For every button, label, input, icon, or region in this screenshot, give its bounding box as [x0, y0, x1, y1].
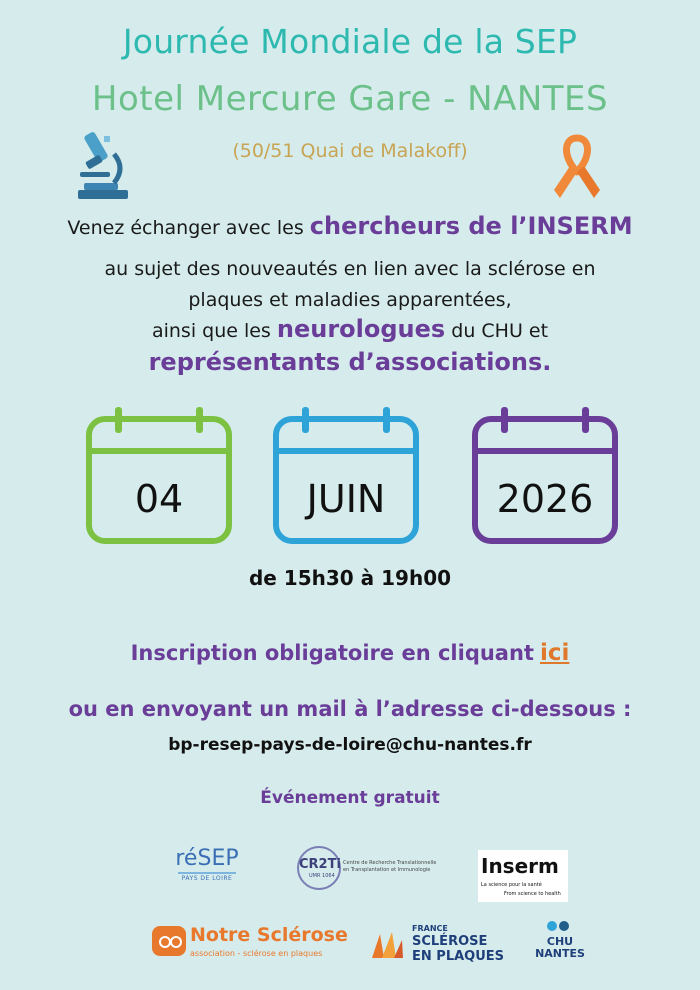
calendar-month — [272, 405, 420, 545]
notre-sclerose-sub: association - sclérose en plaques — [190, 949, 323, 958]
cr2ti-name: CR2Ti — [299, 857, 341, 872]
intro-line-1 — [0, 212, 700, 240]
date-month: JUIN — [306, 477, 386, 521]
resep-name-b: SEP — [197, 846, 239, 871]
intro-line4-suffix: du CHU et — [451, 320, 549, 342]
inserm-tag-1: La science pour la santé — [481, 882, 542, 888]
intro-line-4 — [0, 315, 700, 343]
neurologists: neurologues — [276, 315, 446, 343]
awareness-ribbon-icon — [552, 134, 602, 204]
registration-line — [0, 640, 700, 666]
mail-intro: ou en envoyant un mail à l’adresse ci-dessous : — [68, 697, 632, 721]
calendar-icon — [471, 405, 619, 545]
intro-line4-prefix: ainsi que les — [151, 320, 271, 342]
france-sep-logo — [370, 922, 510, 966]
notre-sclerose-logo — [152, 924, 352, 964]
france-sep-line-1: FRANCE — [412, 924, 448, 933]
notre-sclerose-name: Notre Sclérose — [190, 924, 348, 946]
microscope-icon — [74, 128, 134, 202]
chu-line-1: CHU — [546, 935, 574, 948]
calendar-year — [471, 405, 619, 545]
chu-line-2: NANTES — [535, 947, 585, 960]
inserm-researchers: chercheurs de l’INSERM — [309, 212, 633, 240]
notre-sclerose-bubble-icon — [152, 926, 186, 956]
calendar-day — [85, 405, 233, 545]
intro-line-2: au sujet des nouveautés en lien avec la sclérose en — [104, 258, 596, 280]
cr2ti-sub: UMR 1064 — [309, 873, 335, 879]
venue-address: (50/51 Quai de Malakoff) — [232, 140, 468, 162]
free-event-label: Événement gratuit — [260, 788, 440, 808]
cr2ti-logo — [297, 846, 437, 886]
calendar-icon — [85, 405, 233, 545]
registration-link[interactable]: ici — [539, 640, 570, 666]
association-reps: représentants d’associations. — [148, 348, 552, 376]
contact-email[interactable]: bp-resep-pays-de-loire@chu-nantes.fr — [168, 735, 532, 755]
resep-underline — [178, 872, 236, 874]
date-year: 2026 — [496, 477, 594, 521]
cr2ti-desc-1: Centre de Recherche Translationnelle — [343, 860, 437, 866]
venue-title: Hotel Mercure Gare - NANTES — [91, 79, 609, 119]
cr2ti-desc-2: en Transplantation et Immunologie — [343, 867, 431, 873]
resep-logo — [172, 846, 242, 882]
france-sep-line-3: EN PLAQUES — [412, 949, 505, 964]
calendar-icon — [272, 405, 420, 545]
france-sep-flame-icon — [370, 930, 404, 960]
intro-line-5 — [0, 348, 700, 376]
resep-sub: PAYS DE LOIRE — [181, 875, 233, 882]
event-hours: de 15h30 à 19h00 — [248, 566, 452, 590]
inserm-name: Inserm — [481, 854, 559, 878]
resep-name-a: ré — [175, 846, 198, 871]
event-title: Journée Mondiale de la SEP — [122, 22, 578, 61]
inserm-logo — [478, 850, 568, 902]
intro-line-3: plaques et maladies apparentées, — [188, 289, 512, 311]
intro-prefix: Venez échanger avec les — [67, 217, 304, 239]
chu-emblem-icon — [546, 918, 570, 934]
france-sep-line-2: SCLÉROSE — [412, 934, 488, 949]
date-day: 04 — [134, 477, 184, 521]
chu-nantes-logo — [528, 918, 592, 972]
inserm-tag-2: From science to health — [504, 891, 561, 897]
registration-text: Inscription obligatoire en cliquant — [130, 641, 534, 665]
